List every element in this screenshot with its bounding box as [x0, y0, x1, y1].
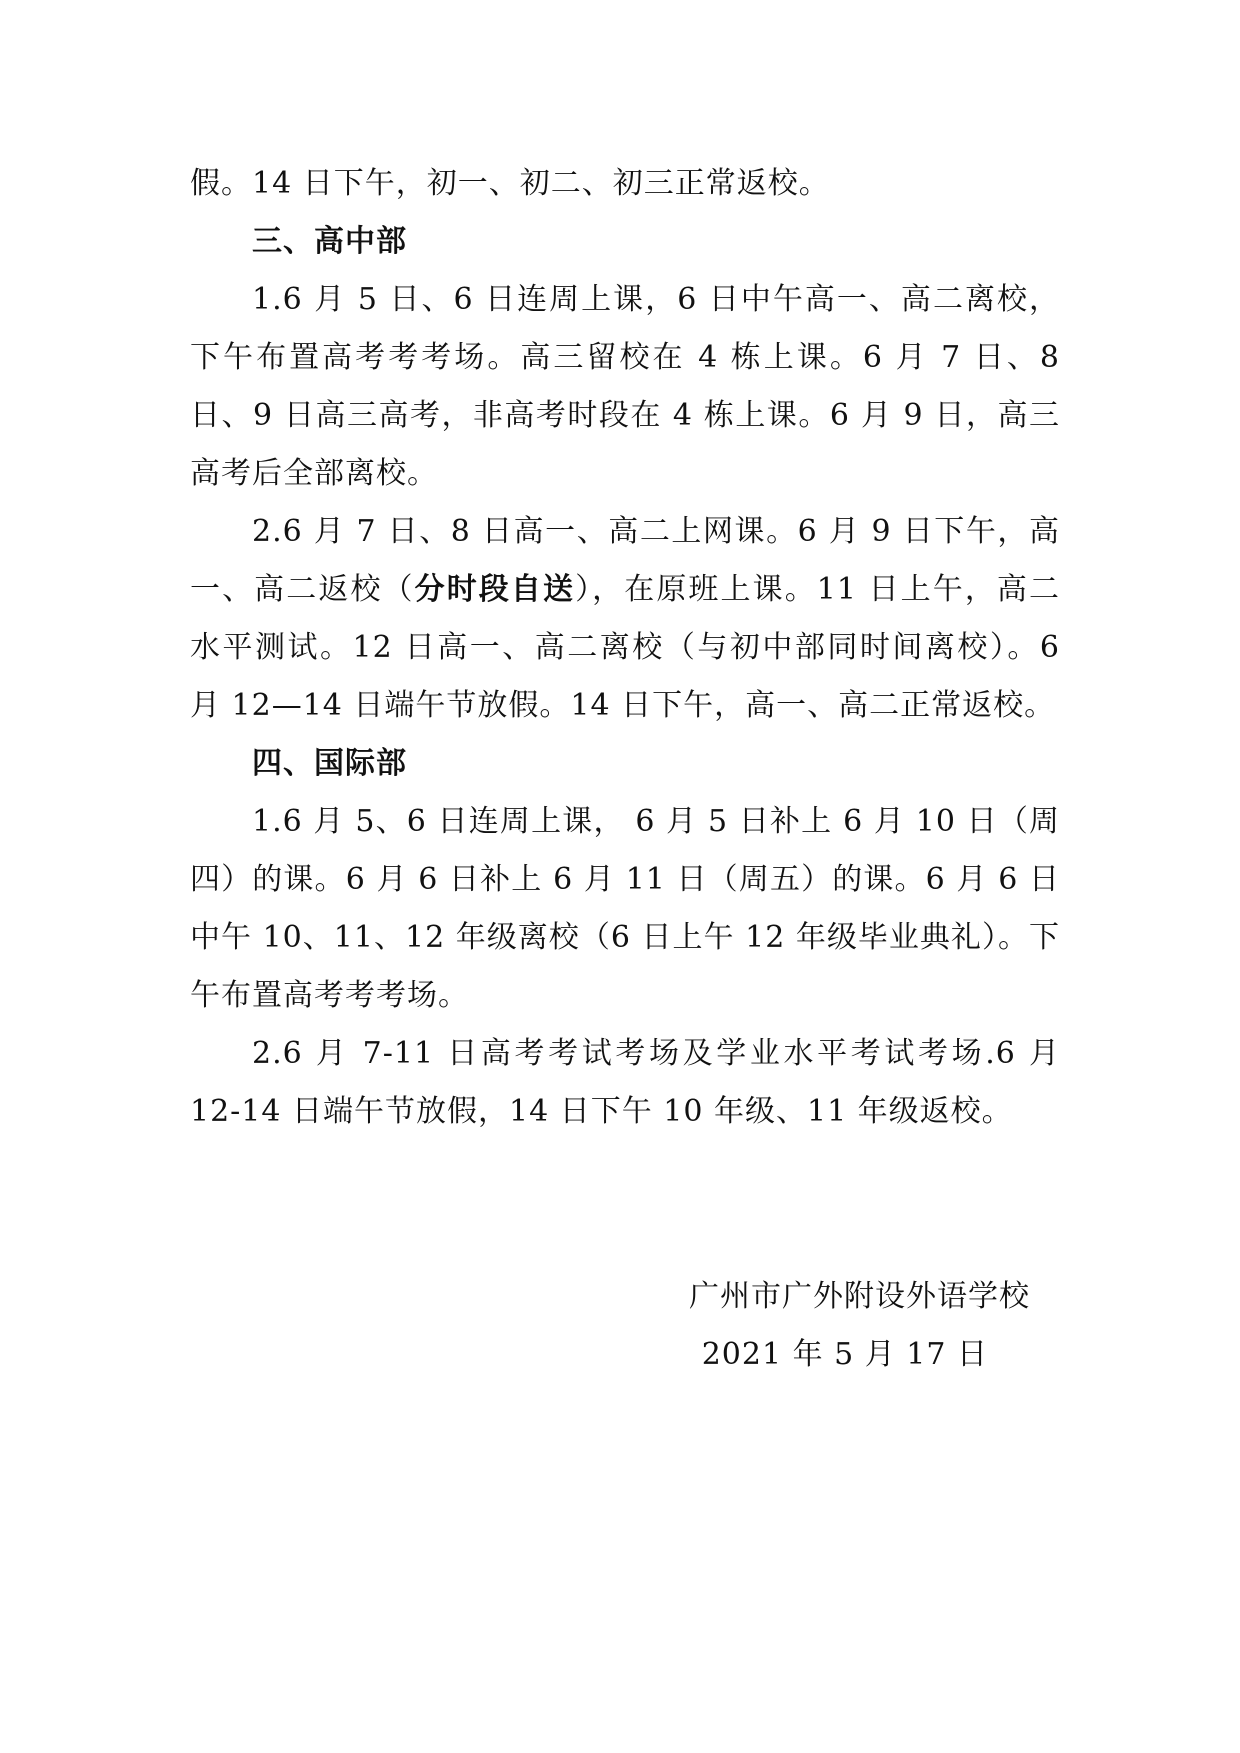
high-school-paragraph-2-end: ），在原班上课。11 日上午，高二水平测试。12 日高一、高二离校（与初中部同时间离校）。6 月 12—14 日端午节放假。14 日下午，高一、高二正常返校。	[190, 572, 1061, 723]
document-body	[190, 155, 1060, 1141]
high-school-paragraph-2	[190, 503, 1060, 735]
international-paragraph-2: 2.6 月 7-11 日高考考试考场及学业水平考试考场.6 月 12-14 日端午节放假，14 日下午 10 年级、11 年级返校。	[190, 1036, 1060, 1129]
highlight-staggered-dropoff: 分时段自送	[414, 572, 576, 607]
signature-date: 2021 年 5 月 17 日	[701, 1337, 988, 1372]
signature-organization: 广州市广外附设外语学校	[689, 1279, 1030, 1314]
high-school-paragraph-1: 1.6 月 5 日、6 日连周上课，6 日中午高一、高二离校，下午布置高考考考场。高三留校在 4 栋上课。6 月 7 日、8 日、9 日高三高考，非高考时段在 4 栋上课。6 月 9 日，高三高考后全部离校。	[190, 282, 1060, 491]
section-heading-international: 四、国际部	[252, 746, 407, 781]
international-paragraph-1: 1.6 月 5、6 日连周上课， 6 月 5 日补上 6 月 10 日（周四）的课。6 月 6 日补上 6 月 11 日（周五）的课。6 月 6 日中午 10、11、12 年级离校（6 日上午 12 年级毕业典礼）。下午布置高考考考场。	[190, 804, 1060, 1013]
signature-block	[689, 1268, 1030, 1384]
high-school-paragraph-2-start: 2.6 月 7 日、8 日高一、高二上网课。6 月 9 日下午，高一、高二返校（	[190, 514, 1060, 607]
section-heading-high-school: 三、高中部	[252, 224, 407, 259]
continuation-text: 假。14 日下午，初一、初二、初三正常返校。	[190, 166, 830, 201]
